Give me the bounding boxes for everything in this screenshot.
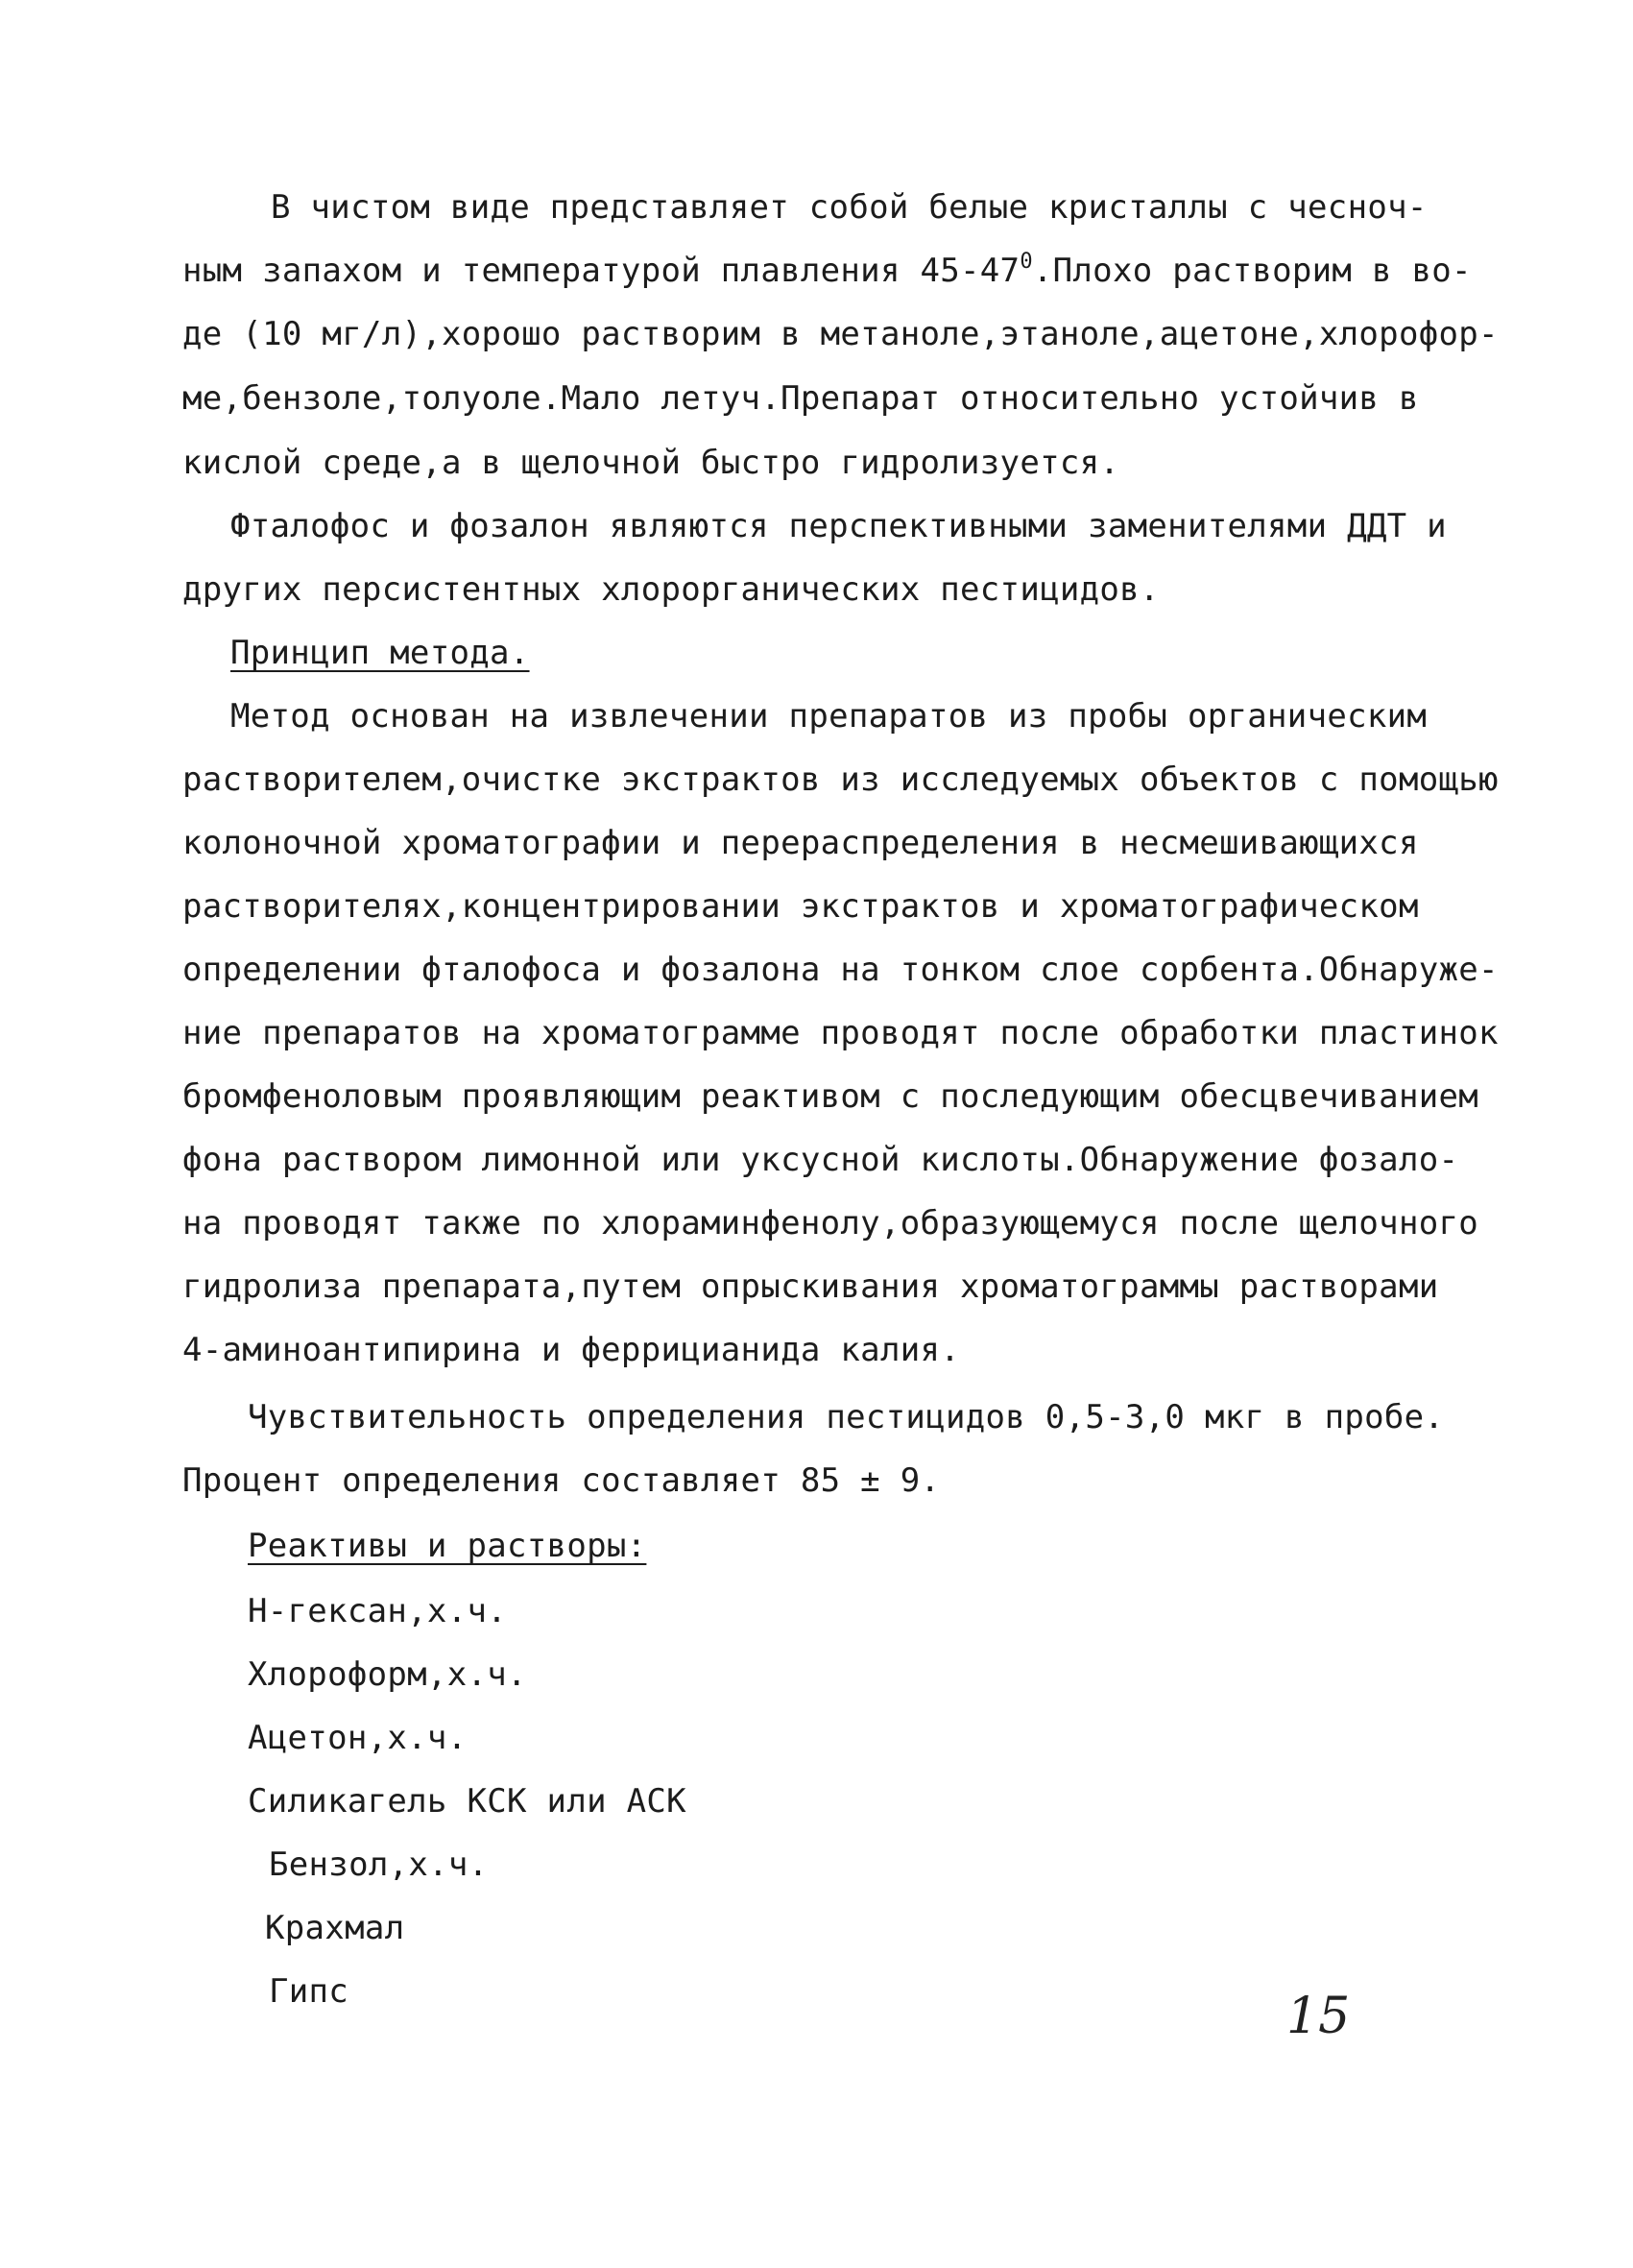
method-line-7: бромфеноловым проявляющим реактивом с последующим обесцвечиванием: [182, 1077, 1479, 1116]
reagent-item: Н-гексан,х.ч.: [248, 1592, 508, 1630]
sensitivity-line-2: Процент определения составляет 85 ± 9.: [182, 1461, 941, 1500]
method-line-2: растворителем,очистке экстрактов из исследуемых объектов с помощью: [182, 760, 1499, 799]
page-number: 15: [1286, 1988, 1351, 2045]
intro-line-2: [182, 252, 1472, 290]
reagent-item: Крахмал: [265, 1909, 405, 1947]
substitutes-line-1: Фталофос и фозалон являются перспективными заменителями ДДТ и: [230, 507, 1447, 545]
reagent-item: Гипс: [269, 1972, 349, 2011]
intro-line-1: В чистом виде представляет собой белые кристаллы с чесноч-: [271, 188, 1428, 227]
method-line-3: колоночной хроматографии и перераспределения в несмешивающихся: [182, 824, 1419, 862]
method-line-5: определении фталофоса и фозалона на тонком слое сорбента.Обнаруже-: [182, 951, 1499, 989]
intro-line-5: кислой среде,а в щелочной быстро гидролизуется.: [182, 444, 1120, 482]
reagent-item: Силикагель КСК или АСК: [248, 1782, 686, 1821]
reagent-item: Хлороформ,х.ч.: [248, 1655, 527, 1694]
substitutes-line-2: других персистентных хлорорганических пестицидов.: [182, 570, 1160, 609]
intro-line-3: де (10 мг/л),хорошо растворим в метаноле,этаноле,ацетоне,хлорофор-: [182, 315, 1499, 353]
method-line-6: ние препаратов на хроматограмме проводят после обработки пластинок: [182, 1014, 1499, 1052]
intro-line-4: ме,бензоле,толуоле.Мало летуч.Препарат относительно устойчив в: [182, 379, 1419, 418]
degree-superscript: 0: [1020, 250, 1033, 274]
method-line-10: гидролиза препарата,путем опрыскивания хроматограммы растворами: [182, 1267, 1439, 1306]
method-line-11: 4-аминоантипирина и феррицианида калия.: [182, 1331, 961, 1369]
reagent-item: Бензол,х.ч.: [269, 1846, 489, 1884]
reagent-item: Ацетон,х.ч.: [248, 1719, 468, 1757]
method-line-4: растворителях,концентрировании экстрактов и хроматографическом: [182, 887, 1419, 926]
method-heading: Принцип метода.: [230, 634, 530, 672]
intro-line-2-tail: .Плохо растворим в во-: [1032, 252, 1472, 290]
sensitivity-line-1: Чувствительность определения пестицидов 0,5-3,0 мкг в пробе.: [248, 1398, 1445, 1436]
method-line-1: Метод основан на извлечении препаратов из пробы органическим: [230, 697, 1428, 736]
reagents-heading: Реактивы и растворы:: [248, 1527, 647, 1565]
method-line-8: фона раствором лимонной или уксусной кислоты.Обнаружение фозало-: [182, 1141, 1459, 1179]
method-line-9: на проводят также по хлораминфенолу,образующемуся после щелочного: [182, 1204, 1479, 1243]
intro-line-2-text: ным запахом и температурой плавления 45-47: [182, 252, 1021, 290]
